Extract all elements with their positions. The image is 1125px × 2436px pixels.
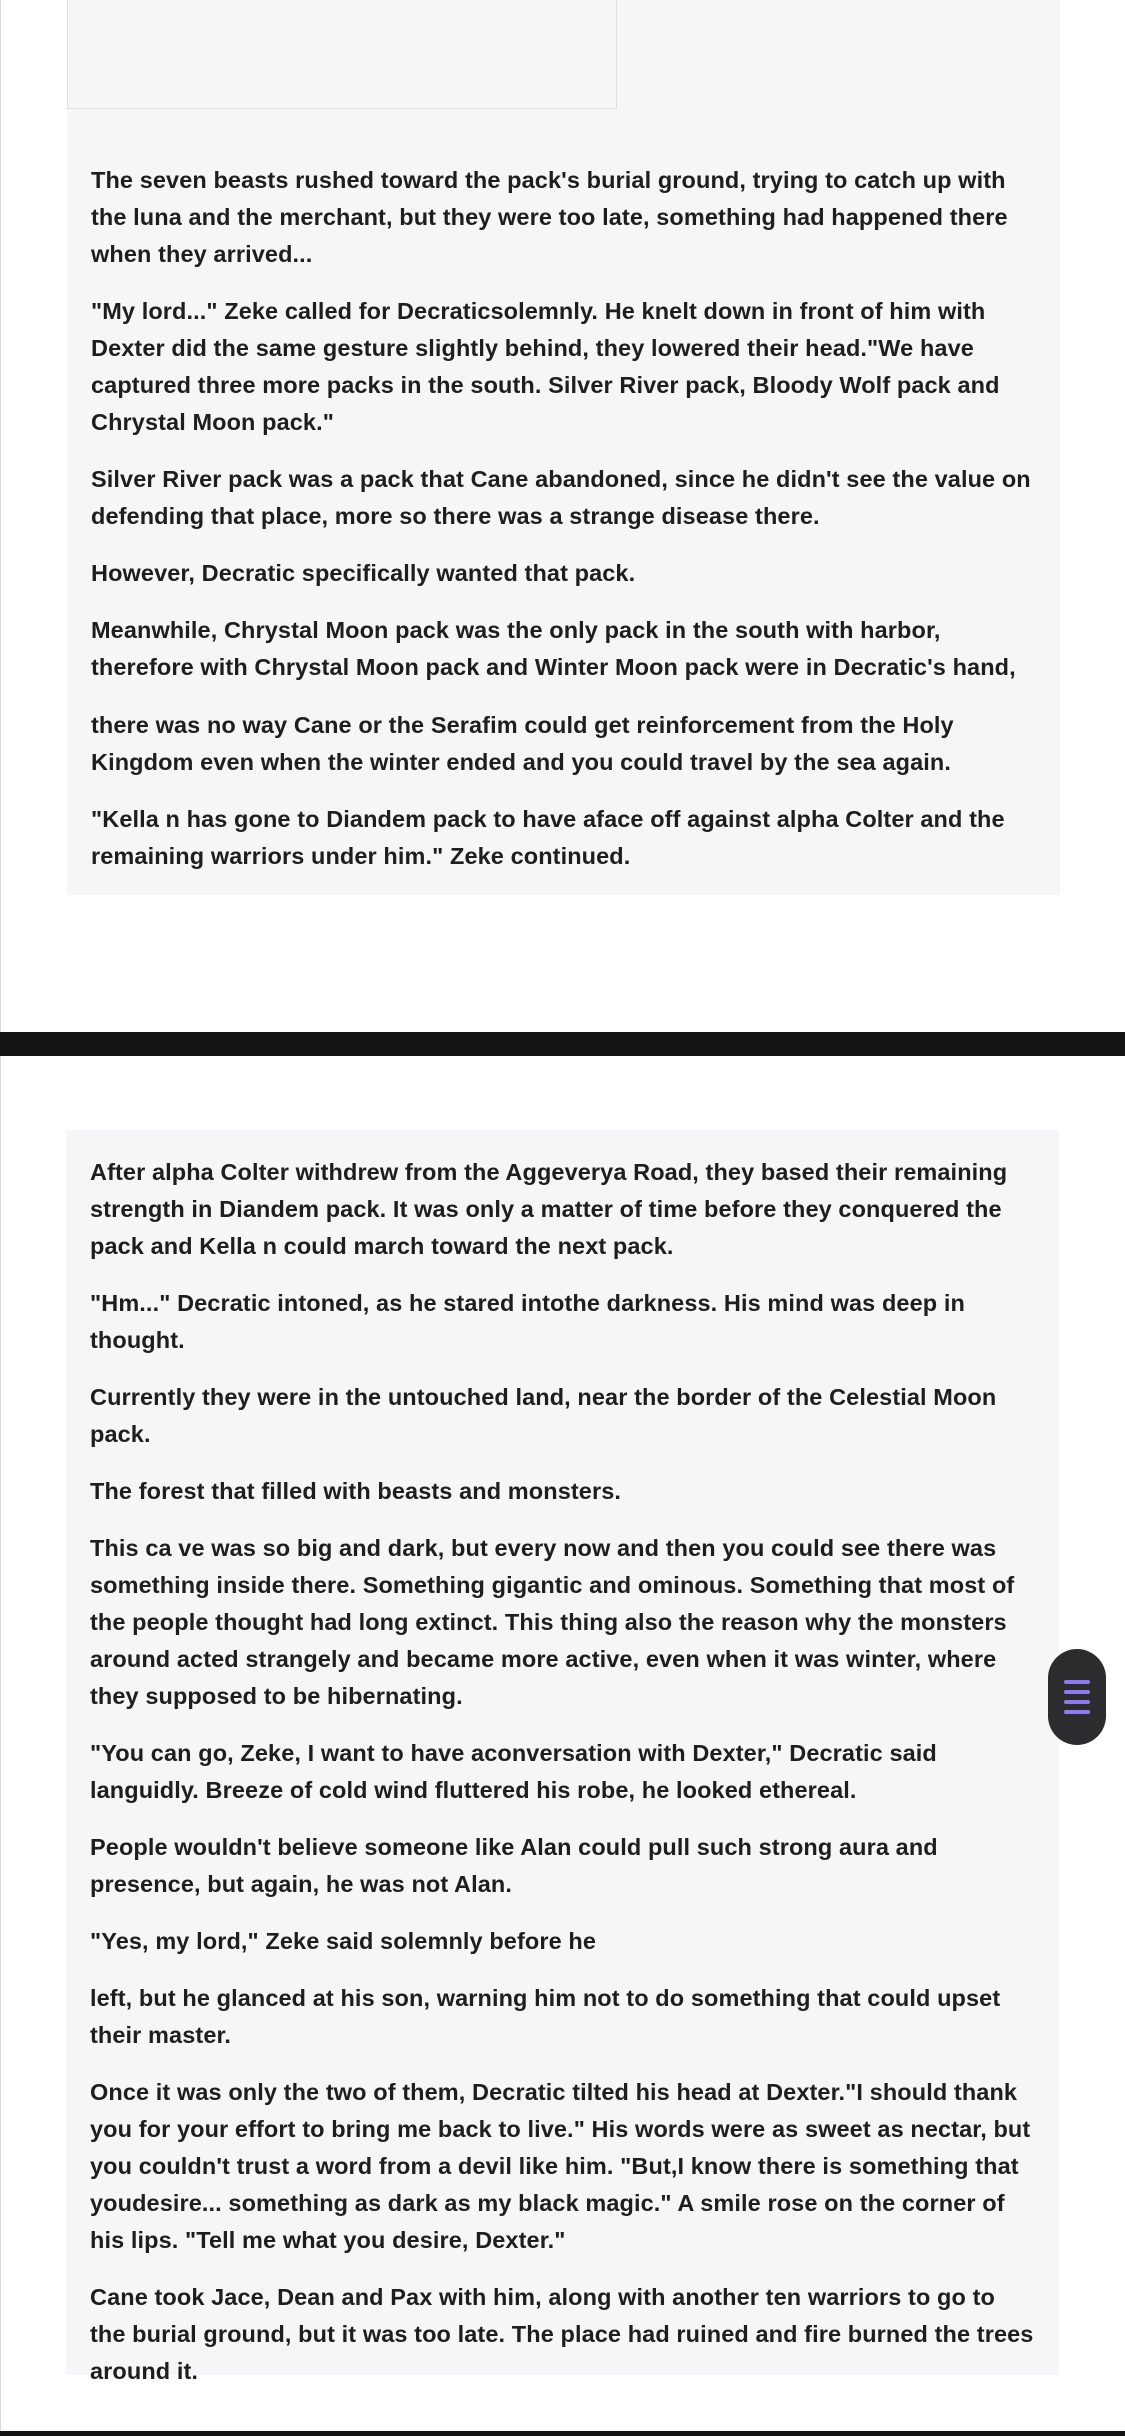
paragraph: there was no way Cane or the Serafim could get reinforcement from the Holy Kingdom even when the winter ended and you could travel by the sea again. [91,712,954,775]
paragraph: "You can go, Zeke, I want to have aconversation with Dexter," Decratic said languidly. Breeze of cold wind fluttered his robe, he looked ethereal. [90,1740,937,1803]
paragraph: Currently they were in the untouched land, near the border of the Celestial Moon pack. [90,1384,997,1447]
paragraph: "Hm..." Decratic intoned, as he stared intothe darkness. His mind was deep in thought. [90,1290,965,1353]
chapter-text-block [66,1130,1059,2384]
chapter-text-block [67,110,1060,895]
paragraph: left, but he glanced at his son, warning him not to do something that could upset their master. [90,1985,1001,2048]
page-divider [0,1032,1125,1056]
paragraph: Meanwhile, Chrystal Moon pack was the only pack in the south with harbor, therefore with Chrystal Moon pack and Winter Moon pack were in Decratic's hand, [91,617,1016,680]
bottom-edge-bar [0,2431,1125,2436]
reader-page-top [0,0,1125,1032]
scroll-menu-handle[interactable] [1048,1649,1106,1745]
paragraph: Cane took Jace, Dean and Pax with him, along with another ten warriors to go to the burial ground, but it was too late. The place had ruined and fire burned the trees around it. [90,2284,1034,2384]
paragraph: After alpha Colter withdrew from the Aggeverya Road, they based their remaining strength in Diandem pack. It was only a matter of time before they conquered the pack and Kella n could march toward the next pack. [90,1159,1008,1259]
paragraph: Silver River pack was a pack that Cane abandoned, since he didn't see the value on defending that place, more so there was a strange disease there. [91,466,1031,529]
menu-lines-icon [1064,1680,1090,1714]
paragraph: "Yes, my lord," Zeke said solemnly before he [90,1928,597,1954]
paragraph: The forest that filled with beasts and monsters. [90,1478,622,1504]
paragraph: This ca ve was so big and dark, but every now and then you could see there was something inside there. Something gigantic and ominous. Something that most of the people thought had long extinct. This thing also the reason why the monsters around acted strangely and became more active, even when it was winter, where they supposed to be hibernating. [90,1535,1015,1709]
paragraph: The seven beasts rushed toward the pack's burial ground, trying to catch up with the luna and the merchant, but they were too late, something had happened there when they arrived... [91,167,1008,267]
paragraph: "My lord..." Zeke called for Decraticsolemnly. He knelt down in front of him with Dexter did the same gesture slightly behind, they lowered their head."We have captured three more packs in the south. Silver River pack, Bloody Wolf pack and Chrystal Moon pack." [91,298,1000,435]
paragraph: People wouldn't believe someone like Alan could pull such strong aura and presence, but again, he was not Alan. [90,1834,938,1897]
paragraph: "Kella n has gone to Diandem pack to have aface off against alpha Colter and the remaining warriors under him." Zeke continued. [91,806,1005,869]
paragraph: However, Decratic specifically wanted that pack. [91,560,636,586]
paragraph: Once it was only the two of them, Decratic tilted his head at Dexter."I should thank you for your effort to bring me back to live." His words were as sweet as nectar, but you couldn't trust a word from a devil like him. "But,I know there is something that youdesire... something as dark as my black magic." A smile rose on the corner of his lips. "Tell me what you desire, Dexter." [90,2079,1031,2253]
image-placeholder [67,0,617,109]
